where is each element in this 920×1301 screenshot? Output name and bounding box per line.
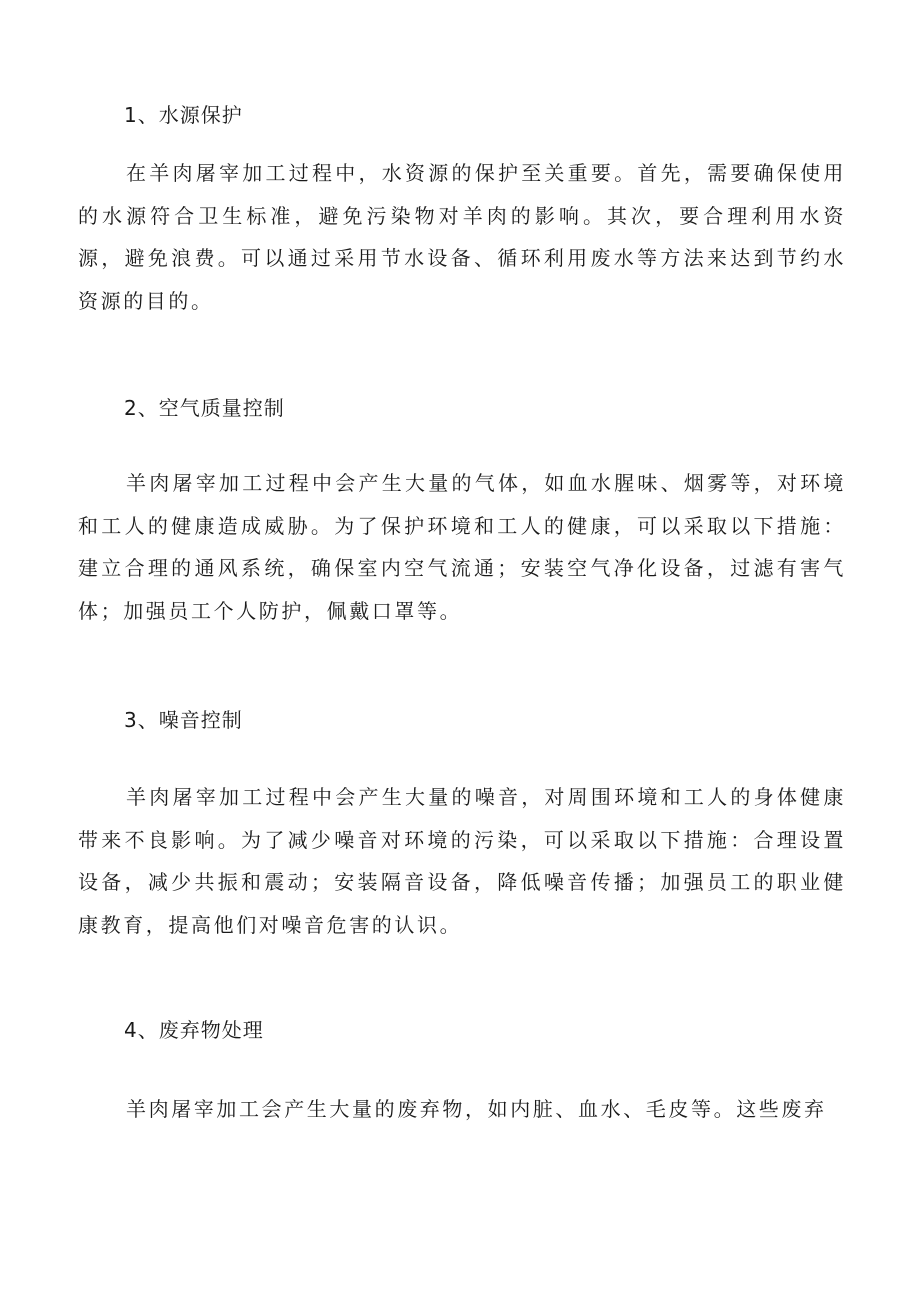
section-paragraph-air-quality: 羊肉屠宰加工过程中会产生大量的气体，如血水腥味、烟雾等，对环境和工人的健康造成威胁。为了保护环境和工人的健康，可以采取以下措施：建立合理的通风系统，确保室内空气流通；安装空气净化设备，过滤有害气体；加强员工个人防护，佩戴口罩等。: [78, 471, 846, 623]
section-paragraph-water-protection: 在羊肉屠宰加工过程中，水资源的保护至关重要。首先，需要确保使用的水源符合卫生标准，避免污染物对羊肉的影响。其次，要合理利用水资源，避免浪费。可以通过采用节水设备、循环利用废水等方法来达到节约水资源的目的。: [78, 161, 846, 313]
section-heading-waste-treatment: 4、废弃物处理: [124, 1018, 264, 1042]
section-heading-water-protection: 1、水源保护: [124, 103, 243, 127]
section-paragraph-noise-control: 羊肉屠宰加工过程中会产生大量的噪音，对周围环境和工人的身体健康带来不良影响。为了减少噪音对环境的污染，可以采取以下措施：合理设置设备，减少共振和震动；安装隔音设备，降低噪音传播；加强员工的职业健康教育，提高他们对噪音危害的认识。: [78, 785, 846, 937]
section-heading-noise-control: 3、噪音控制: [124, 708, 243, 732]
section-heading-air-quality: 2、空气质量控制: [124, 396, 285, 420]
section-paragraph-waste-treatment: 羊肉屠宰加工会产生大量的废弃物，如内脏、血水、毛皮等。这些废弃: [126, 1097, 827, 1121]
